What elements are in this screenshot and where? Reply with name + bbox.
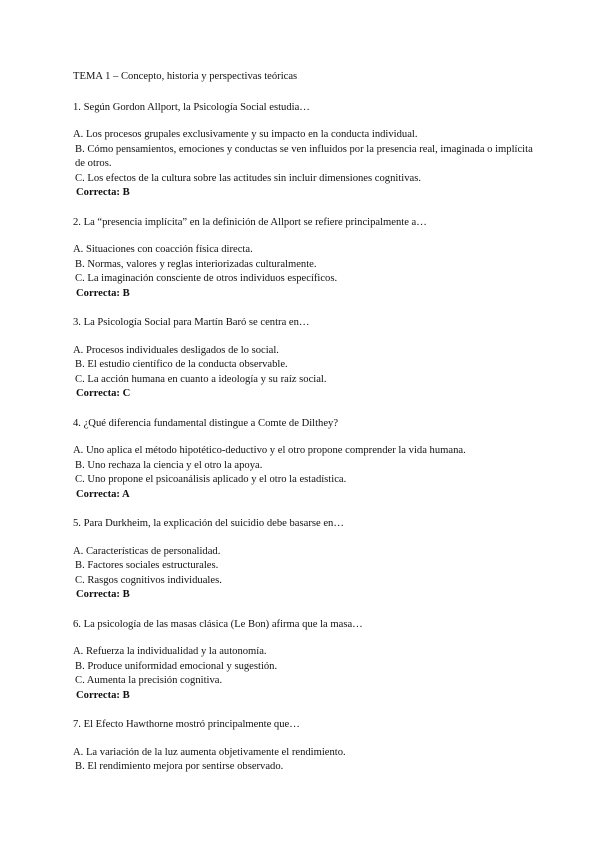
question-block-4	[73, 417, 540, 503]
option-b: B. Normas, valores y reglas interiorizadas culturalmente.	[75, 258, 317, 270]
document-title: TEMA 1 – Concepto, historia y perspectivas teóricas	[73, 71, 298, 82]
question-text: 7. El Efecto Hawthorne mostró principalmente que…	[73, 719, 300, 730]
option-a: A. Procesos individuales desligados de lo social.	[73, 344, 279, 356]
question-block-3	[73, 316, 540, 402]
option-b: B. El estudio científico de la conducta observable.	[75, 359, 288, 370]
option-a: A. Los procesos grupales exclusivamente y su impacto en la conducta individual.	[73, 129, 418, 140]
option-c: C. Los efectos de la cultura sobre las actitudes sin incluir dimensiones cognitivas.	[75, 172, 421, 184]
question-block-1	[73, 101, 540, 201]
correct-answer: Correcta: B	[76, 187, 130, 198]
option-a: A. Uno aplica el método hipotético-deductivo y el otro propone comprender la vida humana.	[73, 445, 466, 456]
question-block-2	[73, 216, 540, 302]
correct-answer: Correcta: B	[76, 689, 130, 701]
option-b: B. Cómo pensamientos, emociones y conductas se ven influidos por la presencia real, imaginada o implícita de otros.	[75, 143, 533, 169]
correct-answer: Correcta: C	[76, 388, 131, 399]
correct-answer: Correcta: A	[76, 488, 130, 500]
option-b: B. El rendimiento mejora por sentirse observado.	[75, 761, 284, 772]
option-b: B. Uno rechaza la ciencia y el otro la apoya.	[75, 459, 263, 471]
option-c: C. La acción humana en cuanto a ideología y su raíz social.	[75, 373, 327, 385]
option-a: A. Situaciones con coacción física directa.	[73, 244, 253, 255]
option-a: A. La variación de la luz aumenta objetivamente el rendimiento.	[73, 746, 346, 758]
option-c: C. Uno propone el psicoanálisis aplicado y el otro la estadística.	[75, 474, 347, 485]
question-block-6	[73, 618, 540, 704]
option-c: C. La imaginación consciente de otros individuos específicos.	[75, 273, 338, 284]
correct-answer: Correcta: B	[76, 589, 130, 600]
correct-answer: Correcta: B	[76, 287, 130, 299]
option-b: B. Factores sociales estructurales.	[75, 560, 219, 571]
option-a: A. Características de personalidad.	[73, 545, 221, 557]
question-text: 1. Según Gordon Allport, la Psicología Social estudia…	[73, 101, 310, 113]
option-a: A. Refuerza la individualidad y la autonomía.	[73, 646, 267, 657]
question-text: 2. La “presencia implícita” en la definición de Allport se refiere principalmente a…	[73, 216, 427, 228]
question-text: 5. Para Durkheim, la explicación del suicidio debe basarse en…	[73, 518, 344, 529]
question-text: 6. La psicología de las masas clásica (Le Bon) afirma que la masa…	[73, 618, 363, 630]
option-b: B. Produce uniformidad emocional y sugestión.	[75, 660, 278, 672]
option-c: C. Aumenta la precisión cognitiva.	[75, 675, 223, 686]
option-c: C. Rasgos cognitivos individuales.	[75, 574, 222, 586]
question-block-5	[73, 517, 540, 603]
question-text: 4. ¿Qué diferencia fundamental distingue a Comte de Dilthey?	[73, 417, 339, 429]
question-text: 3. La Psicología Social para Martín Baró se centra en…	[73, 317, 310, 328]
question-block-7	[73, 718, 540, 775]
